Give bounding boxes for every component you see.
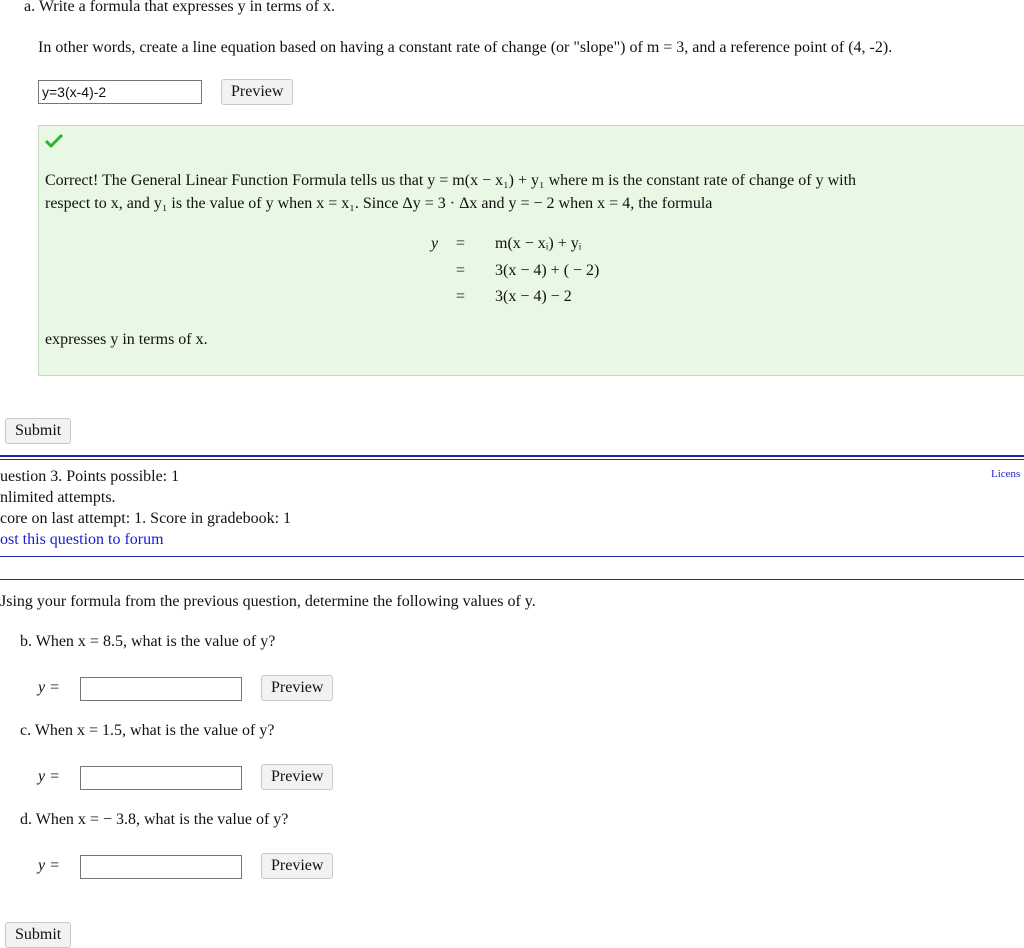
equation-row-2: 3(x − 4) + ( − 2) xyxy=(495,262,600,279)
part-c-input[interactable] xyxy=(80,766,242,790)
feedback-closing: expresses y in terms of x. xyxy=(45,331,208,348)
question-title: uestion 3. Points possible: 1 xyxy=(0,468,180,485)
part-a-prompt: a. Write a formula that expresses y in terms of x. xyxy=(24,0,335,15)
check-icon xyxy=(44,133,64,149)
preview-button-a[interactable]: Preview xyxy=(221,79,293,105)
license-link[interactable]: Licens xyxy=(991,468,1021,480)
equation-lhs: y xyxy=(431,235,439,252)
divider-top xyxy=(0,455,1024,457)
divider-top-2 xyxy=(0,459,1024,460)
question-score: core on last attempt: 1. Score in gradebook: 1 xyxy=(0,510,292,527)
divider-mid-2 xyxy=(0,579,1024,580)
preview-button-c[interactable]: Preview xyxy=(261,764,333,790)
feedback-line-2: respect to x, and y₁ is the value of y when x = x₁. Since Δy = 3 · Δx and y = − 2 when x = 4, the formula xyxy=(45,195,713,212)
forum-link[interactable]: ost this question to forum xyxy=(0,531,164,548)
divider-mid xyxy=(0,556,1024,557)
preview-button-d[interactable]: Preview xyxy=(261,853,333,879)
submit-button-a[interactable]: Submit xyxy=(5,418,71,444)
correct-feedback-box xyxy=(38,125,1024,376)
part-c-label: y = xyxy=(38,768,60,785)
formula-answer-input[interactable]: y=3(x-4)-2 xyxy=(38,80,202,104)
part-c-prompt: c. When x = 1.5, what is the value of y? xyxy=(20,722,275,739)
part-b-label: y = xyxy=(38,679,60,696)
part-a-hint: In other words, create a line equation based on having a constant rate of change (or "slope") of m = 3, and a reference point of (4, -2). xyxy=(38,39,893,56)
preview-button-b[interactable]: Preview xyxy=(261,675,333,701)
part-d-label: y = xyxy=(38,857,60,874)
submit-button-q3[interactable]: Submit xyxy=(5,922,71,948)
part-d-prompt: d. When x = − 3.8, what is the value of y? xyxy=(20,811,289,828)
part-d-input[interactable] xyxy=(80,855,242,879)
equation-row-1: m(x − xᵢ) + yᵢ xyxy=(495,235,582,252)
question-attempts: nlimited attempts. xyxy=(0,489,116,506)
equation-row-3: 3(x − 4) − 2 xyxy=(495,288,572,305)
equation-eq-2: = xyxy=(456,262,466,279)
question-intro: Jsing your formula from the previous question, determine the following values of y. xyxy=(0,593,536,610)
part-b-prompt: b. When x = 8.5, what is the value of y? xyxy=(20,633,276,650)
equation-eq-3: = xyxy=(456,288,466,305)
equation-eq-1: = xyxy=(456,235,466,252)
part-b-input[interactable] xyxy=(80,677,242,701)
feedback-line-1: Correct! The General Linear Function Formula tells us that y = m(x − x₁) + y₁ where m is the constant rate of change of y with xyxy=(45,172,857,189)
